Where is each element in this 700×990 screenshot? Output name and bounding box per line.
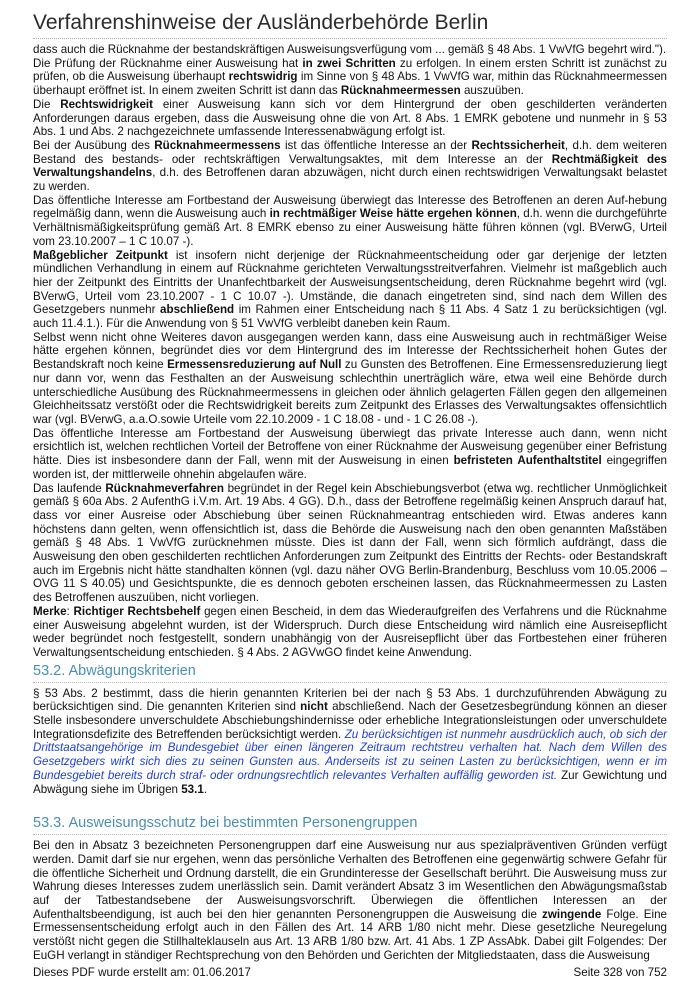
text: Bei den in Absatz 3 bezeichneten Personengruppen darf eine Ausweisung nur aus spezialpräventiven Gründen verfügt werden. Damit darf sie nur ergehen, wenn das persönliche Verhalten des Betroffenen eine gegenwärtig schwere Gefahr für die öffentliche Sicherheit und Ordnung darstellt, die ein Grundinteresse der Gesellschaft berührt. Die Ausweisung muss zur Wahrung dieses Interesses zudem unerlässlich sein. Damit verändert Absatz 3 im Wesentlichen den Abwägungsmaßstab auf der Tatbestandsebene der Ausweisungsvorschrift. Überwiegen die öffentlichen Interessen an der Aufenthaltsbeendigung, ist auch bei den hier genannten Personengruppen die Ausweisung die: [33, 839, 667, 921]
page-number: Seite 328 von 752: [573, 966, 667, 979]
bold-term: Rücknahmeermessen: [340, 84, 461, 98]
bold-term: Merke: [33, 604, 67, 618]
text: eingegriffen worden ist, der mittlerweile ohnehin abgelaufen wäre.: [33, 454, 667, 481]
text: zu Gunsten des Betroffenen. Eine Ermessensreduzierung liegt nur dann vor, wenn das Festhalten an der Ausweisung schlechthin unerträglich wäre, etwa weil eine Behörde durch unterschiedliche Ausübung des Rücknahmeermessens in gleichen oder ähnlich gelagerten Fällen gegen den allgemeinen Gleichheitssatz verstößt oder die Rechtswidrigkeit bereits zum Zeitpunkt des Erlasses des Verwaltungsaktes offensichtlich war (vgl. BVerwG, a.a.O.sowie Urteile vom 22.10.2009 - 1 C 18.08 - und - 1 C 26.08 -).: [33, 358, 667, 426]
text: .: [203, 782, 208, 796]
text: Zur Gewichtung und Abwägung siehe im Übrigen: [33, 768, 668, 796]
paragraph: [33, 482, 667, 605]
paragraph: [33, 43, 667, 57]
text: Das öffentliche Interesse am Fortbestand der Ausweisung überwiegt das Interesse des Betroffenen an deren Auf-hebung regelmäßig dann, wenn die Ausweisung auch: [33, 193, 667, 221]
text: im Sinne von § 48 Abs. 1 VwVfG war, mithin das Rücknahmeermessen überhaupt eröffnet ist. In einem zweiten Schritt ist dann das: [33, 70, 667, 98]
bold-term: Richtiger Rechtsbehelf: [73, 604, 201, 618]
text: ist insofern nicht derjenige der Rücknahmeentscheidung oder gar derjenige der letzten mündlichen Verhandlung in einem auf Rücknahme gerichteten Verwaltungsstreitverfahren. Vielmehr ist maßgeblich auch hier der Zeitpunkt des Eintritts der Unanfechtbarkeit der Ausweisungsentscheidung, deren Rücknahme begehrt wird (vgl. BVerwG, Urteil vom 23.10.2007 - 1 C 10.07 -). Umstände, die danach eingetreten sind, sind nach dem Willen des Gesetzgebers nunmehr: [33, 248, 667, 317]
text: Bei der Ausübung des: [33, 138, 155, 152]
text: abschließend. Nach der Gesetzesbegründung können an dieser Stelle insbesondere unverschuldete Abschiebungshindernisse oder erhebliche Integrationsleistungen oder unverschuldete Integrationsdefizite des Betreffenden berücksichtigt werden.: [33, 700, 667, 741]
paragraph: [33, 687, 667, 797]
text: , d.h. dem weiteren Bestand des bestands- oder rechtskräftigen Verwaltungsaktes, mit dem Interesse an der: [33, 138, 667, 166]
bold-term: abschließend: [160, 303, 235, 317]
bold-term: rechtswidrig: [228, 70, 298, 84]
section-spacer: [33, 796, 667, 812]
paragraph: [33, 139, 667, 194]
document-body: [33, 43, 667, 963]
text: § 53 Abs. 2 bestimmt, dass die hierin genannten Kriterien bei der nach § 53 Abs. 1 durchzuführenden Abwägung zu berücksichtigen sind. Die genannten Kriterien sind: [33, 686, 667, 714]
page-footer: [33, 966, 667, 980]
paragraph: [33, 605, 667, 660]
bold-term: Rechtmäßigkeit des Verwaltungshandelns: [33, 152, 667, 180]
section-heading-53-2: 53.2. Abwägungskriterien: [33, 663, 667, 683]
text: Das öffentliche Interesse am Fortbestand der Ausweisung überwiegt das private Interesse auch dann, wenn nicht ersichtlich ist, welchen rechtlichen Vorteil der Betroffene von einer Rücknahme der Ausweisung gegenüber einer Befristung hätte. Dies ist insbesondere dann der Fall, wenn mit der Ausweisung in einen: [33, 426, 667, 468]
text: , d.h. wenn die durchgeführte Verhältnismäßigkeitsprüfung gemäß Art. 8 EMRK ebenso zu einer Ausweisung hätte führen können (vgl. BVerwG, Urteil vom 23.10.2007 – 1 C 10.07 -).: [33, 207, 667, 248]
section-heading-53-3: 53.3. Ausweisungsschutz bei bestimmten Personengruppen: [33, 815, 667, 835]
paragraph: [33, 98, 667, 139]
bold-term: nicht: [300, 700, 328, 714]
text: dass auch die Rücknahme der bestandskräftigen Ausweisungsverfügung vom ... gemäß § 48 Abs. 1 VwVfG begehrt wird.").: [33, 43, 667, 56]
paragraph: [33, 194, 667, 249]
text: auszuüben.: [460, 84, 524, 98]
text: Die Prüfung der Rücknahme einer Ausweisung hat: [33, 56, 303, 70]
text: , d.h. des Betroffenen daran abzuwägen, nicht durch einen rechtswidrigen Verwaltungsakt belastet zu werden.: [33, 166, 667, 194]
bold-term: Rechtswidrigkeit: [60, 97, 153, 111]
text: Die: [33, 97, 61, 111]
paragraph: [33, 839, 667, 962]
paragraph: [33, 427, 667, 482]
paragraph: [33, 331, 667, 427]
bold-term: Rücknahmeermessens: [154, 138, 281, 152]
bold-term: befristeten Aufenthaltstitel: [453, 454, 602, 468]
text: Folge. Eine Ermessensentscheidung erfolgt auch in den Fällen des Art. 14 ARB 1/80 nicht mehr. Diese gesetzliche Neuregelung verstößt nicht gegen die Stillhalteklauseln aus Art. 13 ARB 1/80 bzw. Art. 41 Abs. 1 ZP AssAbk. Dabei gilt Folgendes: Der EuGH verlangt in ständiger Rechtsprechung von den Behörden und Gerichten der Mitgliedstaaten, dass die Ausweisung: [33, 907, 667, 962]
document-title: Verfahrenshinweise der Ausländerbehörde Berlin: [33, 11, 489, 34]
cross-reference: 53.1: [181, 782, 204, 796]
text: Das laufende: [33, 481, 106, 495]
highlighted-amendment-text: Zu berücksichtigen ist nunmehr ausdrücklich auch, ob sich der Drittstaatsangehörige im Bundesgebiet über einen längeren Zeitraum rechtstreu verhalten hat. Nach dem Willen des Gesetzgebers wirkt sich dies zu seinen Gunsten aus. Anderseits ist zu seinen Lasten zu berücksichtigen, wenn er im Bundesgebiet bereits durch straf- oder ordnungsrechtlich relevantes Verhalten auffällig geworden ist.: [33, 727, 667, 782]
bold-term: Maßgeblicher Zeitpunkt: [33, 248, 168, 262]
bold-term: in rechtmäßiger Weise hätte ergehen können: [269, 207, 517, 221]
text: gegen einen Bescheid, in dem das Wiederaufgreifen des Verfahrens und die Rücknahme einer Ausweisung abgelehnt wurden, ist der Widerspruch. Durch diese Entscheidung wird nämlich eine Ausreisepflicht weder begründet noch festgestellt, sondern unabhängig von der Ausreisepflicht über das Fortbestehen einer früheren Verwaltungsentscheidung entschieden. § 4 Abs. 2 AGVwGO findet keine Anwendung.: [33, 604, 667, 659]
text: Selbst wenn nicht ohne Weiteres davon ausgegangen werden kann, dass eine Ausweisung auch in rechtmäßiger Weise hätte ergehen können, begründet dies vor dem Hintergrund des im Interesse der Rechtssicherheit hohen Gutes der Bestandskraft noch keine: [33, 330, 667, 372]
paragraph: [33, 57, 667, 98]
bold-term: Rechtssicherheit: [471, 138, 565, 152]
bold-term: Ermessensreduzierung auf Null: [167, 358, 342, 372]
paragraph: [33, 249, 667, 331]
bold-term: Rücknahmeverfahren: [105, 481, 224, 495]
bold-term: zwingende: [542, 907, 602, 921]
page-header: [33, 10, 667, 39]
text: :: [66, 604, 74, 618]
text: begründet in der Regel kein Abschiebungsverbot (etwa wg. rechtlicher Unmöglichkeit gemäß § 60a Abs. 2 AufenthG i.V.m. Art. 19 Abs. 4 GG). D.h., dass der Betroffene regelmäßig keinen Anspruch darauf hat, dass vor einer Ausreise oder Abschiebung über seinen Rücknahmeantrag entschieden wird. Etwas anderes kann höchstens dann gelten, wenn offensichtlich ist, dass die Behörde die Ausweisung nach den oben genannten Maßstäben gemäß § 48 Abs. 1 VwVfG zurücknehmen müsste. Dies ist dann der Fall, wenn sich förmlich aufdrängt, dass die Ausweisung den oben geschilderten rechtlichen Anforderungen zum Zeitpunkt des Eintritts der Rechts- oder Bestandskraft auch im Ergebnis nicht hätte standhalten können (vgl. dazu näher OVG Berlin-Brandenburg, Beschluss vom 10.05.2006 – OVG 11 S 40.05) und Gesichtspunkte, die es dennoch geboten erscheinen lassen, das Rücknahmeermessen zu Lasten des Betroffenen auszuüben, nicht vorliegen.: [33, 481, 668, 605]
text: ist das öffentliche Interesse an der: [280, 138, 472, 152]
text: im Rahmen einer Entscheidung nach § 11 Abs. 4 Satz 1 zu berücksichtigen (vgl. auch 11.4.1.). Für die Anwendung von § 51 VwVfG verbleibt daneben kein Raum.: [33, 303, 667, 331]
text: einer Ausweisung kann sich vor dem Hintergrund der oben geschilderten veränderten Anforderungen daraus ergeben, dass die Ausweisung ohne die von Art. 8 Abs. 1 EMRK gebotene und nunmehr in § 53 Abs. 1 und Abs. 2 nachgezeichnete umfassende Interessenabwägung erfolgt ist.: [33, 97, 667, 139]
text: zu erfolgen. In einem ersten Schritt ist zunächst zu prüfen, ob die Ausweisung überhaupt: [33, 56, 667, 84]
creation-date: Dieses PDF wurde erstellt am: 01.06.2017: [33, 966, 251, 979]
bold-term: in zwei Schritten: [302, 56, 396, 70]
